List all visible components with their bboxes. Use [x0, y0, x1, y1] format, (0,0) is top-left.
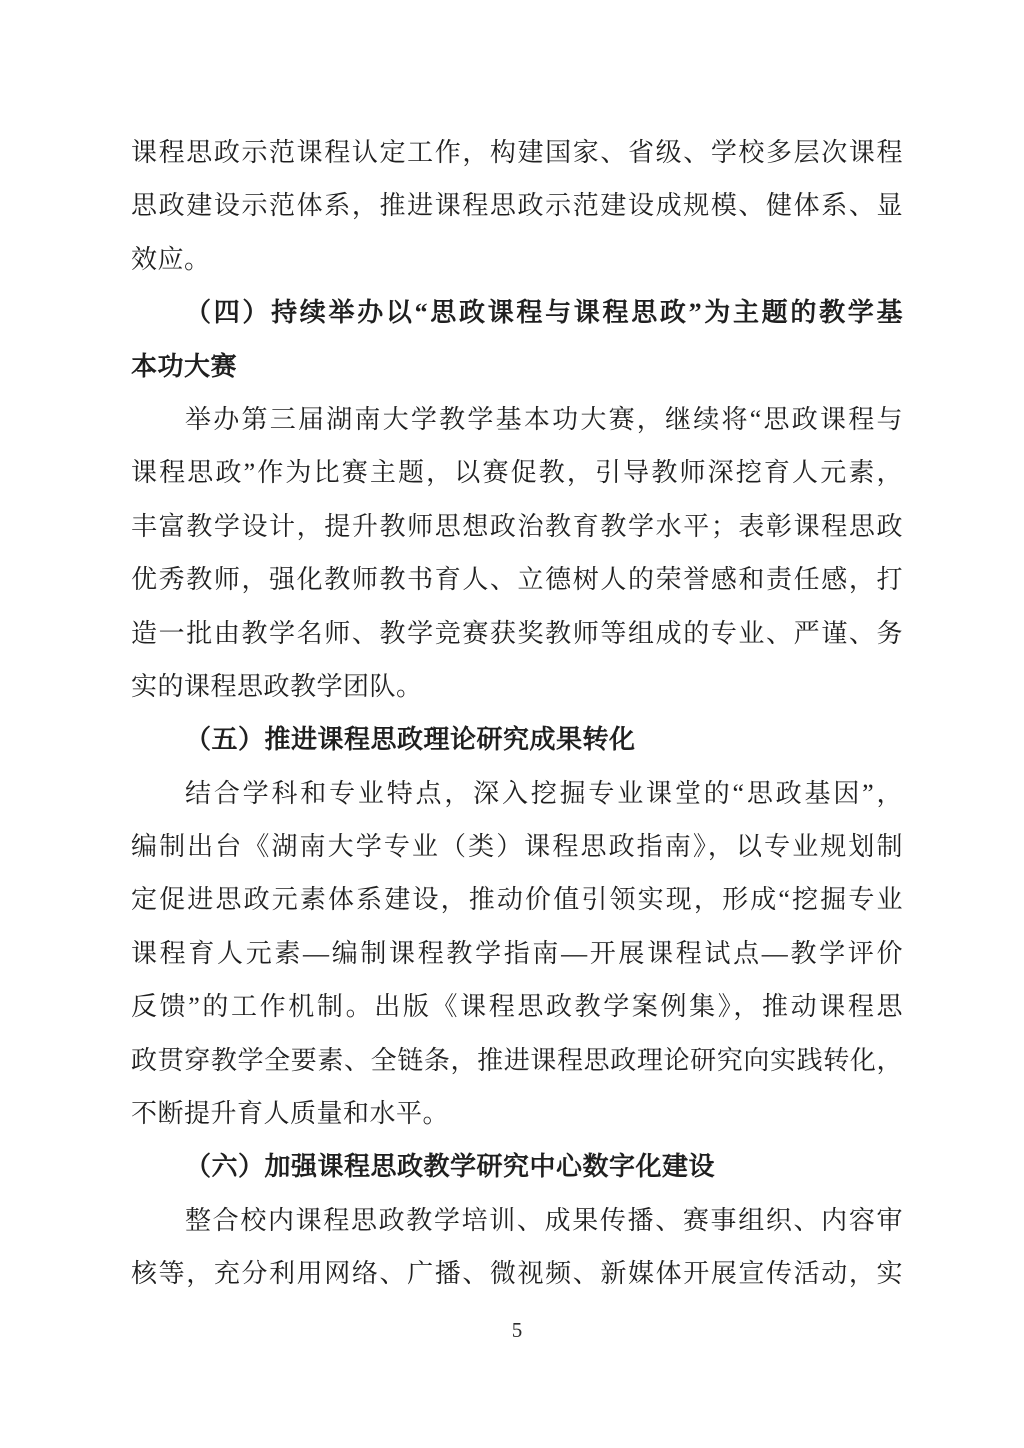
text-line: 课程思政”作为比赛主题，以赛促教，引导教师深挖育人元素， [131, 458, 903, 488]
paragraph-continuation [131, 126, 903, 286]
text-line: 结合学科和专业特点，深入挖掘专业课堂的“思政基因”， [185, 778, 903, 808]
text-line: 优秀教师，强化教师教书育人、立德树人的荣誉感和责任感，打 [131, 565, 903, 595]
text-line: 丰富教学设计，提升教师思想政治教育教学水平；表彰课程思政 [131, 511, 903, 541]
text-line: 政贯穿教学全要素、全链条，推进课程思政理论研究向实践转化， [131, 1045, 903, 1075]
text-line: 本功大赛 [131, 351, 238, 381]
text-line: 整合校内课程思政教学培训、成果传播、赛事组织、内容审 [185, 1205, 903, 1235]
text-line: （四）持续举办以“思政课程与课程思政”为主题的教学基 [185, 298, 903, 328]
text-line: 举办第三届湖南大学教学基本功大赛，继续将“思政课程与 [185, 404, 903, 434]
text-line: （五）推进课程思政理论研究成果转化 [185, 725, 636, 755]
paragraph-section-5 [131, 767, 903, 1141]
page-number: 5 [511, 1318, 523, 1342]
text-line: 核等，充分利用网络、广播、微视频、新媒体开展宣传活动，实 [131, 1259, 903, 1289]
heading-section-4 [131, 286, 903, 393]
text-line: 编制出台《湖南大学专业（类）课程思政指南》，以专业规划制 [131, 832, 903, 862]
text-line: 课程育人元素—编制课程教学指南—开展课程试点—教学评价 [131, 938, 903, 968]
text-line: 反馈”的工作机制。出版《课程思政教学案例集》，推动课程思 [131, 992, 903, 1022]
text-line: 造一批由教学名师、教学竞赛获奖教师等组成的专业、严谨、务 [131, 618, 903, 648]
text-line: 思政建设示范体系，推进课程思政示范建设成规模、健体系、显 [131, 191, 903, 221]
text-line: 课程思政示范课程认定工作，构建国家、省级、学校多层次课程 [131, 138, 903, 167]
text-line: 效应。 [131, 244, 211, 274]
text-line: 不断提升育人质量和水平。 [131, 1099, 450, 1129]
text-line: 定促进思政元素体系建设，推动价值引领实现，形成“挖掘专业 [131, 885, 903, 915]
text-line: 实的课程思政教学团队。 [131, 671, 423, 701]
document-body [131, 126, 903, 1301]
paragraph-section-6 [131, 1194, 903, 1301]
heading-section-5 [131, 713, 903, 766]
heading-section-6 [131, 1140, 903, 1193]
paragraph-section-4 [131, 393, 903, 713]
text-line: （六）加强课程思政教学研究中心数字化建设 [185, 1152, 716, 1182]
